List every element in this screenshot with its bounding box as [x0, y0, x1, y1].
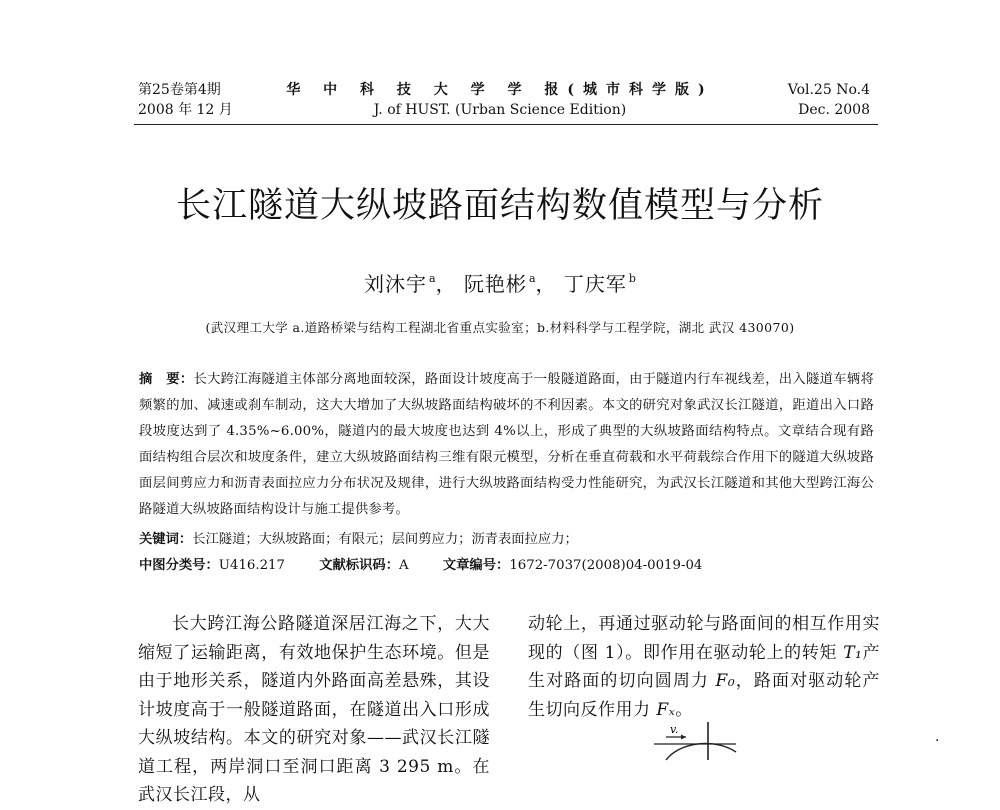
doc-code-label: 文献标识码： [319, 558, 399, 573]
body-text: 动轮上，再通过驱动轮与路面间的相互作用实现的（图 1）。即作用在驱动轮上的转矩 [528, 614, 880, 663]
torque-symbol: T₁ [843, 642, 863, 663]
author-name: 阮艳彬 [463, 272, 527, 296]
author-list [0, 268, 1000, 297]
force-fx-symbol: Fₓ [656, 699, 676, 720]
body-column-right [528, 610, 880, 724]
article-number-value: 1672-7037(2008)04-0019-04 [509, 558, 703, 573]
wheel-arc [666, 743, 736, 760]
arrow-head [681, 735, 686, 740]
margin-mark: · [935, 733, 940, 749]
header-divider [134, 124, 878, 125]
body-text: 。 [675, 699, 693, 720]
velocity-label: v. [670, 723, 679, 736]
keywords-label: 关键词： [139, 532, 193, 547]
abstract-label: 摘 要： [139, 372, 194, 387]
author-name: 刘沐宇 [364, 272, 428, 296]
classification-line [139, 556, 702, 576]
body-text: ，路面对驱动轮产生切向反作用力 [528, 671, 881, 720]
body-column-left: 长大跨江海公路隧道深居江海之下，大大缩短了运输距离，有效地保护生态环境。但是由于地形关系，隧道内外路面高差悬殊，其设计坡度高于一般隧道路面，在隧道出入口形成大纵坡结构。本文的研究对象——武汉长江隧道工程，两岸洞口至洞口距离 3 295 m。在武汉长江段，从 [138, 614, 490, 805]
author-affil-mark: a [429, 272, 436, 285]
journal-name-cn: 华 中 科 技 大 学 学 报(城市科学版) [286, 82, 714, 98]
author-name: 丁庆军 [563, 272, 627, 296]
issue-date-en: Dec. 2008 [798, 102, 870, 118]
journal-name-en: J. of HUST. (Urban Science Edition) [373, 102, 627, 118]
issue-date: 2008 年 12 月 [138, 102, 233, 118]
force-f0-symbol: F₀ [715, 671, 736, 691]
abstract-text: 长大跨江海隧道主体部分离地面较深，路面设计坡度高于一般隧道路面，由于隧道内行车视线差，出入隧道车辆将频繁的加、减速或刹车制动，这大大增加了大纵坡路面结构破坏的不利因素。本文的研究对象武汉长江隧道，距道出入口路段坡度达到了 4.35%~6.00%，隧道内的最大坡度也达到 4%以上，形成了典型的大纵坡路面结构特点。文章结合现有路面结构组合层次和坡度条件，建立大纵坡路面结构三维有限元模型，分析在垂直荷载和水平荷载综合作用下的隧道大纵坡路面层间剪应力和沥青表面拉应力分布状况及规律，进行大纵坡路面结构受力性能研究，为武汉长江隧道和其他大型跨江海公路隧道大纵坡路面结构设计与施工提供参考。 [139, 372, 874, 517]
keywords [139, 530, 874, 550]
author-affil-mark: a [528, 272, 536, 285]
article-number-label: 文章编号： [442, 558, 510, 573]
journal-issue-en [788, 80, 870, 120]
keywords-text: 长江隧道；大纵坡路面；有限元；层间剪应力；沥青表面拉应力； [192, 532, 578, 547]
author-affil-mark: b [628, 272, 636, 285]
author-separator: ， [535, 272, 557, 296]
abstract [139, 367, 874, 523]
volume-issue-en: Vol.25 No.4 [787, 82, 870, 98]
affiliation: (武汉理工大学 a.道路桥梁与结构工程湖北省重点实验室；b.材料科学与工程学院，湖北 武汉 430070) [205, 320, 795, 335]
clc-label: 中图分类号： [139, 558, 219, 573]
figure-1-wheel-diagram [640, 722, 740, 760]
body-text: 产生对路面的切向圆周力 [528, 642, 881, 691]
author-separator: ， [435, 272, 457, 296]
wheel-diagram [640, 722, 740, 760]
doc-code-value: A [399, 558, 409, 573]
clc-value: U416.217 [218, 558, 285, 573]
paper-title: 长江隧道大纵坡路面结构数值模型与分析 [175, 186, 824, 226]
volume-issue: 第25卷第4期 [138, 82, 221, 98]
